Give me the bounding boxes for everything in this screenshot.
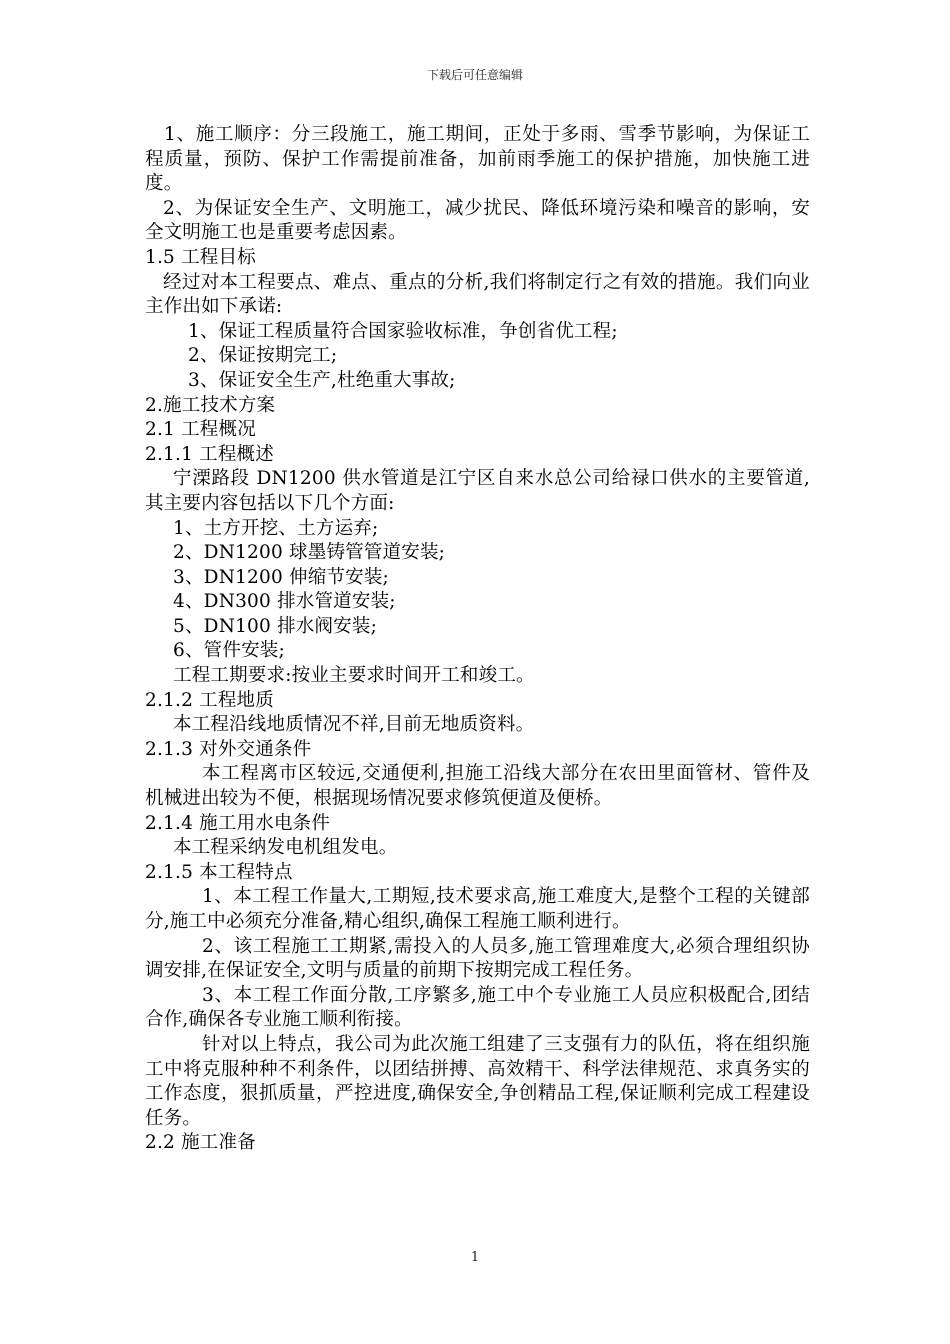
paragraph: 2.1.5 本工程特点 [145,861,293,883]
paragraph: 2、为保证安全生产、文明施工，减少扰民、降低环境污染和噪音的影响，安全文明施工也是重要考虑因素。 [145,197,810,244]
paragraph: 1.5 工程目标 [145,246,256,268]
paragraph: 1、土方开挖、土方运弃; [173,517,379,539]
paragraph: 1、保证工程质量符合国家验收标准，争创省优工程; [188,320,618,342]
paragraph: 2.1.3 对外交通条件 [145,738,312,760]
paragraph: 3、DN1200 伸缩节安装; [173,566,389,588]
paragraph: 2.1.1 工程概述 [145,443,274,465]
paragraph: 2.1.4 施工用水电条件 [145,812,331,834]
paragraph: 2.1.2 工程地质 [145,689,274,711]
paragraph: 3、保证安全生产,杜绝重大事故; [188,369,456,391]
paragraph: 经过对本工程要点、难点、重点的分析,我们将制定行之有效的措施。我们向业主作出如下承诺: [145,271,810,318]
page-header: 下载后可任意编辑 [426,68,523,82]
paragraph: 2、DN1200 球墨铸管管道安装; [173,542,446,564]
paragraph: 2.1 工程概况 [145,419,256,441]
paragraph: 本工程采纳发电机组发电。 [173,837,398,859]
paragraph: 宁溧路段 DN1200 供水管道是江宁区自来水总公司给禄口供水的主要管道,其主要内容包括以下几个方面: [145,468,810,514]
paragraph: 1、本工程工作量大,工期短,技术要求高,施工难度大,是整个工程的关键部分,施工中必须充分准备,精心组织,确保工程施工顺利进行。 [145,886,810,932]
paragraph: 3、本工程工作面分散,工序繁多,施工中个专业施工人员应积极配合,团结合作,确保各专业施工顺利衔接。 [145,984,810,1031]
paragraph: 2.施工技术方案 [145,394,276,416]
paragraph: 4、DN300 排水管道安装; [173,591,396,613]
paragraph: 本工程离市区较远,交通便利,担施工沿线大部分在农田里面管材、管件及机械进出较为不便，根据现场情况要求修筑便道及便桥。 [145,763,810,810]
paragraph: 针对以上特点，我公司为此次施工组建了三支强有力的队伍，将在组织施工中将克服种种不利条件，以团结拼搏、高效精干、科学法律规范、求真务实的工作态度，狠抓质量，严控进度,确保安全,争创精品工程,保证顺利完成工程建设任务。 [145,1033,810,1129]
paragraph: 2.2 施工准备 [145,1132,256,1154]
page-number: 1 [470,1250,480,1265]
document-body [145,123,810,1156]
paragraph: 6、管件安装; [173,640,285,662]
paragraph: 工程工期要求:按业主要求时间开工和竣工。 [173,665,535,687]
paragraph: 5、DN100 排水阀安装; [173,615,378,637]
paragraph: 2、保证按期完工; [188,345,338,367]
paragraph: 本工程沿线地质情况不祥,目前无地质资料。 [173,714,535,736]
paragraph: 2、该工程施工工期紧,需投入的人员多,施工管理难度大,必须合理组织协调安排,在保证安全,文明与质量的前期下按期完成工程任务。 [145,935,810,982]
paragraph: 1、施工顺序：分三段施工，施工期间，正处于多雨、雪季节影响，为保证工程质量，预防、保护工作需提前准备，加前雨季施工的保护措施，加快施工进度。 [145,124,810,195]
